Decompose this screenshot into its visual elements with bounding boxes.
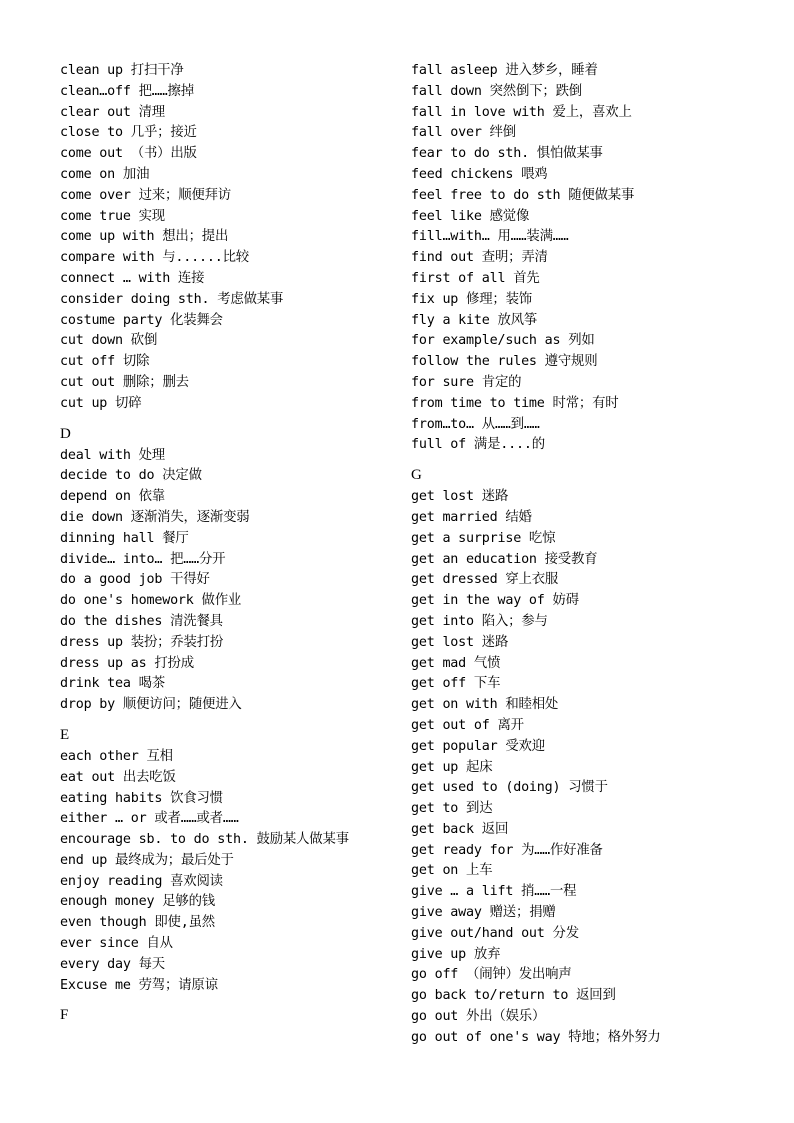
phrase-entry: cut out 删除；删去 — [60, 374, 189, 390]
phrase-entry: go back to/return to 返回到 — [411, 988, 616, 1004]
section-letter-heading: G — [411, 467, 422, 484]
phrase-entry: ever since 自从 — [60, 936, 173, 952]
phrase-entry: drink tea 喝茶 — [60, 676, 165, 692]
phrase-entry: fall in love with 爱上，喜欢上 — [411, 104, 632, 120]
phrase-entry: from time to time 时常；有时 — [411, 395, 619, 411]
phrase-entry: dress up 装扮；乔装打扮 — [60, 634, 224, 650]
phrase-entry: come up with 想出；提出 — [60, 229, 229, 245]
phrase-entry: get lost 迷路 — [411, 634, 509, 650]
phrase-entry: come on 加油 — [60, 166, 150, 182]
phrase-entry: go out 外出（娱乐） — [411, 1009, 546, 1025]
phrase-entry: feel like 感觉像 — [411, 208, 530, 224]
phrase-entry: fall over 绊倒 — [411, 125, 516, 141]
phrase-entry: get back 返回 — [411, 821, 509, 837]
phrase-entry: fly a kite 放风筝 — [411, 312, 538, 328]
phrase-entry: do a good job 干得好 — [60, 572, 210, 588]
phrase-entry: drop by 顺便访问；随便进入 — [60, 697, 242, 713]
phrase-entry: get on 上车 — [411, 863, 493, 879]
phrase-entry: get out of 离开 — [411, 717, 524, 733]
phrase-entry: for example/such as 列如 — [411, 333, 595, 349]
phrase-entry: compare with 与......比较 — [60, 250, 249, 266]
phrase-entry: get into 陷入；参与 — [411, 613, 548, 629]
phrase-entry: get married 结婚 — [411, 509, 532, 525]
phrase-entry: for sure 肯定的 — [411, 374, 522, 390]
phrase-entry: fall asleep 进入梦乡，睡着 — [411, 63, 598, 78]
phrase-entry: get a surprise 吃惊 — [411, 530, 556, 546]
phrase-entry: deal with 处理 — [60, 447, 165, 463]
phrase-entry: get used to (doing) 习惯于 — [411, 780, 608, 796]
phrase-entry: get ready for 为……作好准备 — [411, 842, 603, 858]
phrase-entry: get up 起床 — [411, 759, 493, 775]
phrase-entry: clear out 清理 — [60, 104, 165, 120]
phrase-entry: do one's homework 做作业 — [60, 593, 242, 609]
phrase-entry: eating habits 饮食习惯 — [60, 790, 223, 806]
phrase-entry: get an education 接受教育 — [411, 551, 598, 567]
phrase-entry: costume party 化装舞会 — [60, 312, 223, 328]
phrase-entry: come out （书）出版 — [60, 146, 197, 162]
phrase-entry: decide to do 决定做 — [60, 468, 202, 484]
phrase-entry: connect … with 连接 — [60, 270, 205, 286]
phrase-entry: clean…off 把……擦掉 — [60, 83, 194, 99]
phrase-entry: die down 逐渐消失，逐渐变弱 — [60, 509, 250, 525]
section-letter-heading: E — [60, 726, 70, 743]
section-letter-heading: F — [60, 1007, 69, 1024]
phrase-entry: even though 即使,虽然 — [60, 915, 215, 931]
phrase-entry: either … or 或者……或者…… — [60, 811, 239, 827]
section-letter-heading: D — [60, 425, 71, 442]
phrase-entry: get dressed 穿上衣服 — [411, 572, 559, 588]
phrase-entry: enjoy reading 喜欢阅读 — [60, 873, 223, 889]
phrase-entry: fix up 修理；装饰 — [411, 291, 532, 307]
phrase-entry: give away 赠送；捐赠 — [411, 905, 556, 921]
phrase-entry: get lost 迷路 — [411, 489, 509, 505]
phrase-entry: go out of one's way 特地；格外努力 — [411, 1029, 661, 1045]
phrase-entry: give up 放弃 — [411, 946, 501, 962]
phrase-entry: fall down 突然倒下；跌倒 — [411, 83, 582, 99]
phrase-entry: full of 满是....的 — [411, 437, 545, 453]
phrase-entry: depend on 依靠 — [60, 489, 165, 505]
phrase-entry: cut off 切除 — [60, 354, 150, 370]
phrase-entry: get mad 气愤 — [411, 655, 501, 671]
phrase-entry: close to 几乎；接近 — [60, 125, 197, 141]
phrase-entry: fill…with… 用……装满…… — [411, 229, 569, 245]
phrase-entry: do the dishes 清洗餐具 — [60, 613, 223, 629]
phrase-entry: Excuse me 劳驾；请原谅 — [60, 977, 218, 993]
phrase-entry: dress up as 打扮成 — [60, 655, 194, 671]
phrase-entry: feed chickens 喂鸡 — [411, 166, 548, 182]
phrase-entry: end up 最终成为；最后处于 — [60, 852, 234, 868]
phrase-entry: follow the rules 遵守规则 — [411, 354, 598, 370]
phrase-entry: encourage sb. to do sth. 鼓励某人做某事 — [60, 832, 349, 848]
phrase-entry: feel free to do sth 随便做某事 — [411, 187, 635, 203]
right-column — [411, 61, 781, 1049]
phrase-entry: get off 下车 — [411, 676, 501, 692]
phrase-entry: get to 到达 — [411, 801, 493, 817]
phrase-entry: come true 实现 — [60, 208, 165, 224]
phrase-entry: cut up 切碎 — [60, 395, 142, 411]
phrase-entry: come over 过来；顺便拜访 — [60, 187, 231, 203]
phrase-entry: get popular 受欢迎 — [411, 738, 545, 754]
phrase-entry: get on with 和睦相处 — [411, 697, 559, 713]
phrase-entry: cut down 砍倒 — [60, 333, 158, 349]
phrase-entry: each other 互相 — [60, 748, 173, 764]
phrase-entry: go off （闹钟）发出响声 — [411, 967, 572, 983]
phrase-entry: every day 每天 — [60, 956, 165, 972]
phrase-entry: get in the way of 妨碍 — [411, 593, 579, 609]
phrase-entry: enough money 足够的钱 — [60, 894, 215, 910]
phrase-entry: eat out 出去吃饭 — [60, 769, 176, 785]
left-column — [60, 61, 400, 1027]
phrase-entry: clean up 打扫干净 — [60, 63, 184, 78]
phrase-entry: divide… into… 把……分开 — [60, 551, 226, 567]
phrase-entry: consider doing sth. 考虑做某事 — [60, 291, 284, 307]
phrase-entry: give … a lift 捎……一程 — [411, 884, 577, 900]
phrase-entry: give out/hand out 分发 — [411, 925, 579, 941]
phrase-entry: find out 查明；弄清 — [411, 250, 548, 266]
phrase-entry: dinning hall 餐厅 — [60, 530, 189, 546]
phrase-entry: from…to… 从……到…… — [411, 416, 540, 432]
phrase-entry: first of all 首先 — [411, 270, 540, 286]
phrase-entry: fear to do sth. 惧怕做某事 — [411, 146, 603, 162]
